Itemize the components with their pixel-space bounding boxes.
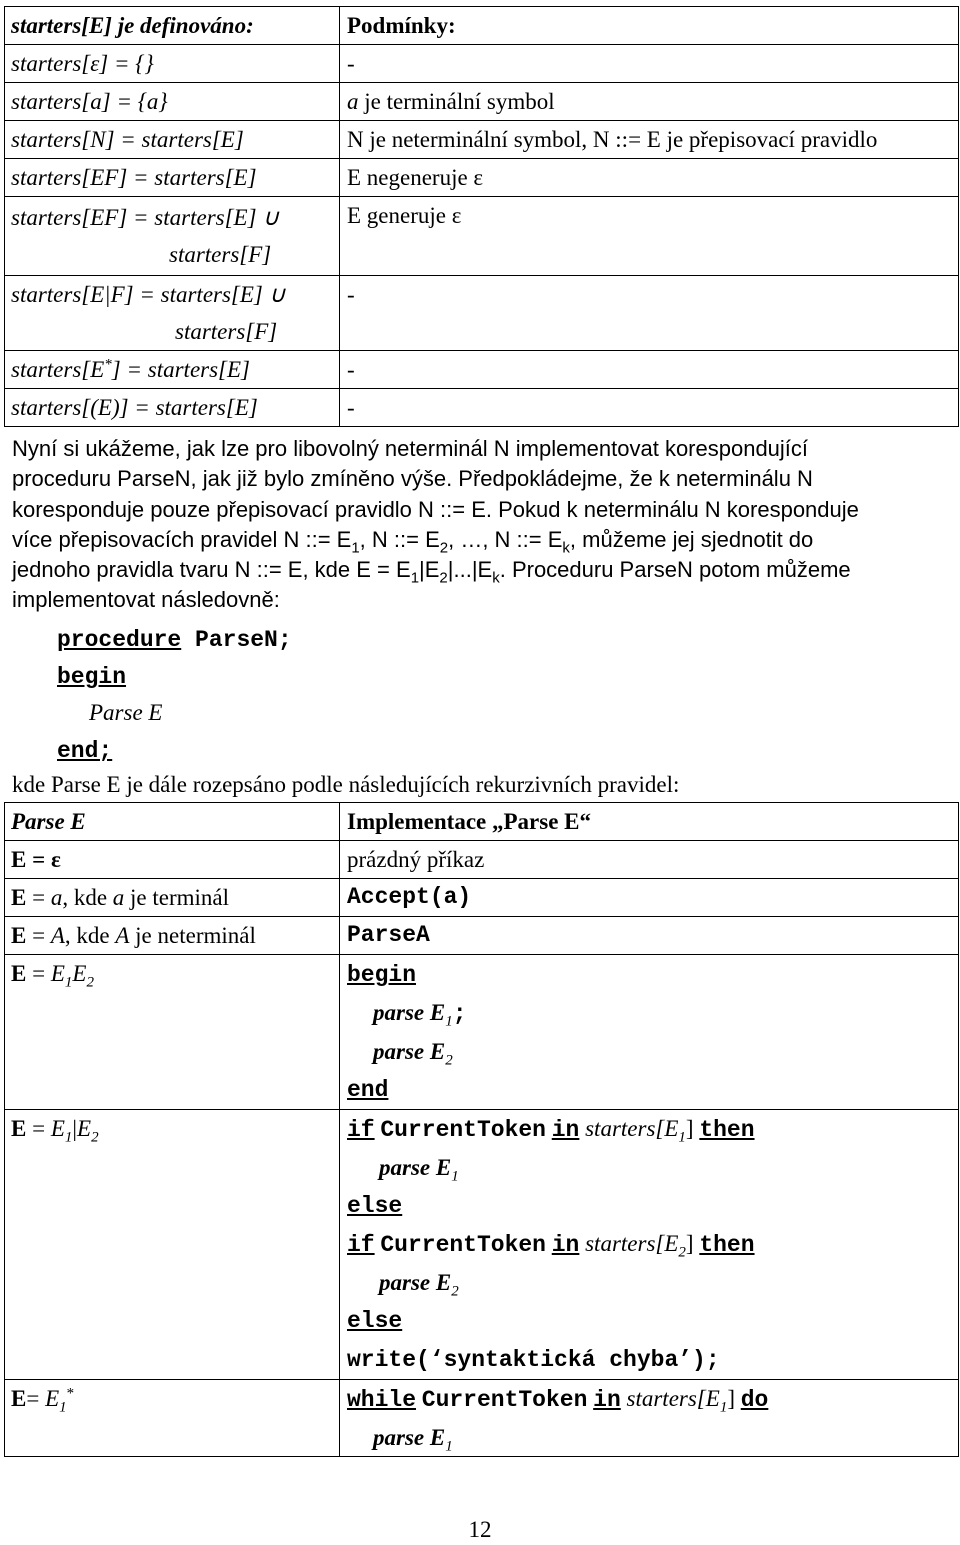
subscript: 2: [439, 539, 449, 557]
table-cell: starters[N] = starters[E]: [5, 121, 340, 159]
text: a: [50, 885, 63, 910]
table-cell: -: [340, 45, 959, 83]
table-cell: [5, 276, 340, 351]
keyword-else: else: [347, 1308, 403, 1334]
text: , N ::= E: [359, 526, 440, 552]
text: =: [26, 885, 51, 910]
cell-line: starters[F]: [169, 242, 272, 267]
text: starters[E: [626, 1386, 720, 1411]
text: CurrentToken: [421, 1387, 588, 1413]
text: , kde: [64, 923, 116, 948]
text: |...|E: [447, 557, 493, 583]
table-row: [5, 879, 959, 917]
table-row: [5, 917, 959, 955]
table-cell: -: [340, 351, 959, 389]
subscript: 1: [64, 1129, 73, 1146]
text: . Proceduru ParseN potom můžeme: [499, 557, 851, 583]
table-cell: E negeneruje ε: [340, 159, 959, 197]
table-row: [5, 803, 959, 841]
text: CurrentToken: [380, 1117, 546, 1143]
code-line: [57, 731, 292, 768]
table-row: [5, 159, 959, 197]
table-header-right: Implementace „Parse E“: [340, 803, 959, 841]
subscript: k: [492, 569, 500, 587]
table-row: [5, 121, 959, 159]
table-cell: -: [340, 276, 959, 351]
subscript: 1: [64, 974, 73, 991]
table-row: [5, 1110, 959, 1380]
subscript: 2: [445, 1052, 453, 1069]
subscript: 1: [351, 539, 360, 557]
subscript: 2: [451, 1283, 459, 1300]
subscript: 1: [410, 569, 420, 587]
starters-table: [4, 6, 959, 427]
page-number: 12: [468, 1517, 492, 1542]
table-header-left: starters[E] je definováno:: [5, 7, 340, 45]
subscript: 1: [451, 1168, 459, 1185]
subscript: 2: [439, 569, 448, 587]
table-cell: [5, 917, 340, 955]
superscript: *: [104, 356, 112, 373]
text: je terminální symbol: [358, 89, 555, 114]
text-line: [12, 525, 946, 555]
code-line: [57, 657, 292, 694]
cell-line: starters[EF] = starters[E] ∪: [11, 205, 280, 230]
text: , …, N ::= E: [448, 526, 563, 552]
table-cell: $E = E_1|E_2$: [5, 1110, 340, 1380]
table-cell: $E = E_1E_2$: [5, 955, 340, 1110]
text: =: [26, 923, 51, 948]
text: |E: [419, 557, 440, 583]
symbol: a: [347, 89, 359, 114]
text: A: [50, 923, 65, 948]
table-cell: Accept(a): [340, 879, 959, 917]
text: A: [115, 923, 130, 948]
keyword-begin: begin: [57, 664, 127, 690]
text: ] = starters[E]: [111, 357, 251, 382]
code-line: [347, 1419, 952, 1456]
table-cell: E = ε: [5, 841, 340, 879]
text: , kde: [62, 885, 113, 910]
code-line: Parse E: [89, 700, 163, 725]
text: ;: [452, 1001, 467, 1027]
text: parse E: [373, 1000, 446, 1025]
cell-line: starters[E|F] = starters[E] ∪: [11, 282, 286, 307]
keyword-in: in: [593, 1387, 621, 1413]
subscript: 1: [678, 1129, 686, 1146]
table-row: [5, 841, 959, 879]
table-row: [5, 955, 959, 1110]
subscript: 1: [445, 1013, 453, 1030]
table-cell: starters[a] = {a}: [5, 83, 340, 121]
code-line: [347, 1264, 952, 1301]
text: CurrentToken: [380, 1232, 546, 1258]
table-cell: E generuje ε: [340, 197, 959, 276]
table-cell: starters[(E)] = starters[E]: [5, 389, 340, 427]
table-cell: prázdný příkaz: [340, 841, 959, 879]
text: parse E: [373, 1039, 446, 1064]
text: starters[E: [11, 357, 105, 382]
subscript: 1: [445, 1438, 453, 1455]
keyword-in: in: [551, 1232, 580, 1258]
table-row: [5, 45, 959, 83]
code-line: [347, 1340, 952, 1379]
table-cell: [5, 197, 340, 276]
code-line: [347, 1149, 952, 1186]
table-cell: $E= E_1^*$: [5, 1380, 340, 1457]
table-row: [5, 389, 959, 427]
table-cell: starters[EF] = starters[E]: [5, 159, 340, 197]
implementation-table: [4, 802, 959, 1457]
text: jednoho pravidla tvaru N ::= E, kde E = E: [12, 557, 411, 583]
table-cell: [340, 83, 959, 121]
text: starters[E: [585, 1231, 679, 1256]
keyword-end: end;: [57, 738, 113, 764]
keyword-then: then: [699, 1232, 755, 1258]
table-cell: [5, 879, 340, 917]
table-cell: [340, 1380, 959, 1457]
keyword-do: do: [740, 1387, 769, 1413]
text-line: Nyní si ukážeme, jak lze pro libovolný neterminál N implementovat korespondující: [12, 436, 809, 461]
text: starters[E: [585, 1116, 679, 1141]
keyword-end: end: [347, 1077, 389, 1103]
text-line: [12, 555, 946, 585]
code-line: [347, 994, 952, 1033]
keyword-in: in: [551, 1117, 580, 1143]
table-row: [5, 351, 959, 389]
procedure-name: ParseN;: [181, 627, 292, 653]
keyword-begin: begin: [347, 962, 417, 988]
text-line: koresponduje pouze přepisovací pravidlo N ::= E. Pokud k neterminálu N koresponduje: [12, 496, 859, 522]
subscript: 1: [719, 1399, 728, 1416]
table-cell: ParseA: [340, 917, 959, 955]
table-header-right: Podmínky:: [340, 7, 959, 45]
text: a: [112, 885, 125, 910]
procedure-code: [57, 620, 292, 768]
table-cell: [340, 955, 959, 1110]
subscript: k: [562, 539, 570, 557]
subscript: 2: [86, 974, 94, 991]
table-cell: starters[ε] = {}: [5, 45, 340, 83]
subscript: 2: [91, 1129, 99, 1146]
text: parse E: [379, 1270, 452, 1295]
text: parse E: [379, 1155, 452, 1180]
text: write(‘syntaktická chyba’);: [347, 1347, 720, 1373]
keyword-else: else: [347, 1193, 403, 1219]
table-row: [5, 197, 959, 276]
code-line: while CurrentToken in $starters[E_1]$ do: [347, 1386, 769, 1416]
cell-line: starters[F]: [175, 319, 278, 344]
table-cell: [5, 351, 340, 389]
text-line: implementovat následovně:: [12, 587, 280, 613]
keyword-procedure: procedure: [57, 627, 182, 653]
text: je terminál: [124, 885, 230, 910]
text: E: [11, 885, 27, 910]
code-line: [57, 620, 292, 657]
table-cell: [340, 1110, 959, 1380]
intro-line: kde Parse E je dále rozepsáno podle následujících rekurzivních pravidel:: [12, 772, 680, 797]
text: více přepisovacích pravidel N ::= E: [12, 526, 352, 552]
subscript: 2: [678, 1244, 686, 1261]
code-line: if CurrentToken in $starters[E_2]$ then: [347, 1231, 755, 1261]
keyword-then: then: [699, 1117, 755, 1143]
text-line: proceduru ParseN, jak již bylo zmíněno výše. Předpokládejme, že k neterminálu N: [12, 466, 813, 492]
keyword-while: while: [347, 1387, 417, 1413]
subscript: 1: [59, 1399, 67, 1416]
table-row: [5, 83, 959, 121]
table-row: [5, 7, 959, 45]
code-line: [347, 1301, 952, 1340]
code-line: [347, 1186, 952, 1225]
code-line: [347, 1033, 952, 1070]
text: je neterminál: [129, 923, 256, 948]
text: , můžeme jej sjednotit do: [569, 526, 814, 552]
table-cell: N je neterminální symbol, N ::= E je přepisovací pravidlo: [340, 121, 959, 159]
text: E: [11, 923, 27, 948]
code-line: if CurrentToken in $starters[E_1]$ then: [347, 1116, 755, 1146]
table-cell: -: [340, 389, 959, 427]
table-row: [5, 276, 959, 351]
table-header-left: Parse E: [5, 803, 340, 841]
body-paragraph: [12, 434, 946, 616]
text: parse E: [373, 1425, 446, 1450]
keyword-if: if: [347, 1232, 375, 1258]
table-row: [5, 1380, 959, 1457]
keyword-if: if: [347, 1117, 375, 1143]
